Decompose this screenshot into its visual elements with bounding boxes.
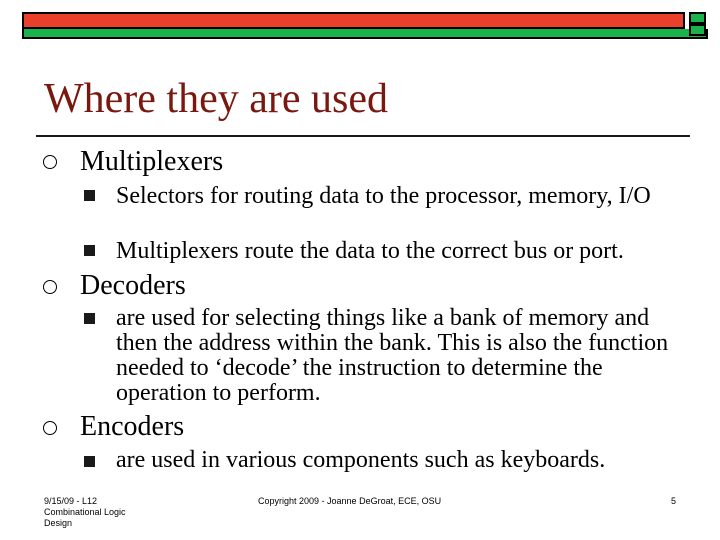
title-divider (36, 135, 690, 137)
section-heading-encoders: Encoders (80, 411, 185, 442)
bullet-square-icon (84, 456, 95, 467)
page-number: 5 (671, 496, 677, 506)
section-heading-multiplexers: Multiplexers (80, 146, 224, 177)
list-item: Multiplexers route the data to the correct bus or port. (116, 238, 624, 264)
header-bar-green (22, 29, 708, 39)
bullet-square-icon (84, 245, 95, 256)
header-bar-red (22, 12, 685, 29)
slide-title: Where they are used (44, 76, 388, 122)
bullet-square-icon (84, 190, 95, 201)
bullet-square-icon (84, 313, 95, 324)
list-item: are used in various components such as keyboards. (116, 447, 606, 473)
bullet-circle-icon (43, 421, 57, 435)
bullet-circle-icon (43, 155, 57, 169)
footer-copyright: Copyright 2009 - Joanne DeGroat, ECE, OSU (258, 496, 442, 506)
header-square-top (689, 12, 706, 24)
section-heading-decoders: Decoders (80, 270, 186, 301)
list-item: are used for selecting things like a bank of memory and then the address within the bank. This is also the function needed to ‘decode’ the instruction to determine the operation to perform. (116, 305, 669, 406)
list-item: Selectors for routing data to the processor, memory, I/O (116, 183, 651, 209)
bullet-circle-icon (43, 280, 57, 294)
header-square-bottom (689, 24, 706, 36)
footer-date-course: 9/15/09 - L12 Combinational Logic Design (44, 496, 126, 528)
